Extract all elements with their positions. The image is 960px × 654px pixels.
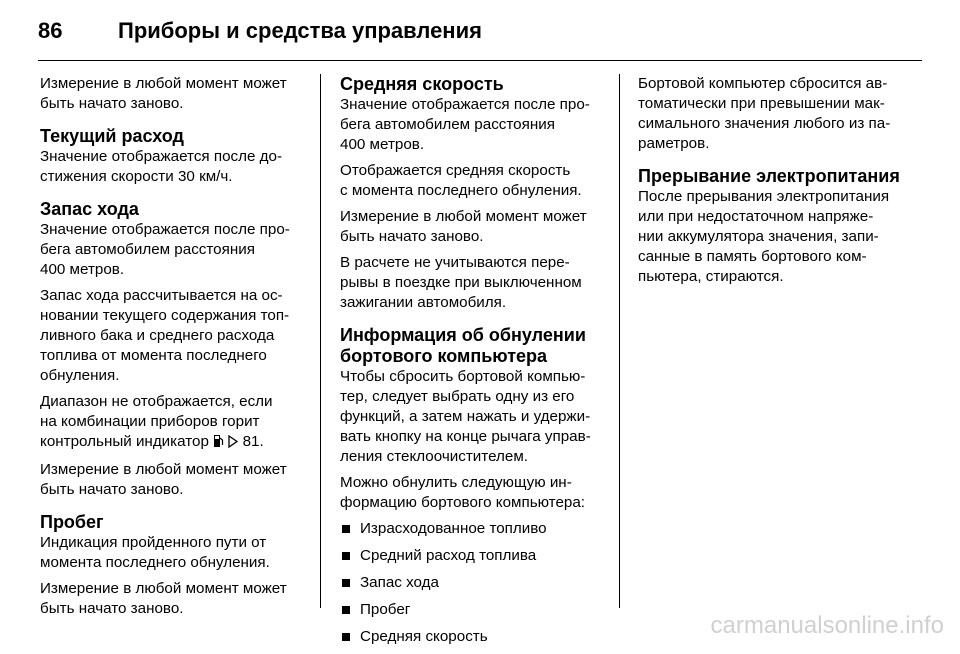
paragraph: Бортовой компьютер сбросится ав- томатически при превышении мак- симального значения любого из па- раметров. bbox=[638, 75, 891, 152]
section-heading-current-consumption: Текущий расход bbox=[40, 126, 184, 146]
fuel-pump-icon bbox=[213, 434, 224, 454]
bullet-icon bbox=[342, 633, 350, 641]
section-heading-power-interruption: Прерывание электропитания bbox=[638, 166, 900, 186]
list-item: Средняя скорость bbox=[340, 627, 602, 647]
paragraph: Измерение в любой момент может быть начато заново. bbox=[40, 461, 287, 498]
chapter-title: Приборы и средства управления bbox=[118, 18, 482, 43]
column-right bbox=[638, 74, 900, 293]
reset-items-list bbox=[340, 519, 602, 647]
paragraph: Чтобы сбросить бортовой компью- тер, следует выбрать одну из его функций, а затем нажать и удержи- вать кнопку на конце рычага управ- ления стеклоочистителем. bbox=[340, 368, 591, 465]
paragraph: Значение отображается после про- бега автомобилем расстояния 400 метров. bbox=[40, 221, 290, 278]
list-item: Пробег bbox=[340, 600, 602, 620]
section-heading-reset-info: Информация об обнулении бортового компьютера bbox=[340, 325, 586, 366]
bullet-icon bbox=[342, 606, 350, 614]
list-item: Средний расход топлива bbox=[340, 546, 602, 566]
paragraph: Индикация пройденного пути от момента последнего обнуления. bbox=[40, 534, 270, 571]
column-left bbox=[40, 74, 302, 625]
paragraph: Значение отображается после до- стижения скорости 30 км/ч. bbox=[40, 148, 283, 185]
column-middle bbox=[340, 74, 602, 654]
paragraph: Отображается средняя скорость с момента последнего обнуления. bbox=[340, 162, 582, 199]
paragraph: Измерение в любой момент может быть начато заново. bbox=[340, 208, 587, 245]
section-heading-range: Запас хода bbox=[40, 199, 139, 219]
column-divider bbox=[320, 74, 321, 608]
list-item: Запас хода bbox=[340, 573, 602, 593]
page-number: 86 bbox=[38, 18, 63, 43]
paragraph: Можно обнулить следующую ин- формацию бортового компьютера: bbox=[340, 474, 586, 511]
paragraph: Запас хода рассчитывается на ос- новании текущего содержания топ- ливного бака и среднего расхода топлива от момента последнего обнуления. bbox=[40, 287, 290, 384]
intro-paragraph: Измерение в любой момент может быть начато заново. bbox=[40, 75, 287, 112]
section-heading-average-speed: Средняя скорость bbox=[340, 74, 504, 94]
paragraph: Значение отображается после про- бега автомобилем расстояния 400 метров. bbox=[340, 96, 590, 153]
page-header bbox=[38, 14, 922, 58]
watermark: carmanualsonline.info bbox=[710, 612, 944, 639]
bullet-icon bbox=[342, 579, 350, 587]
paragraph: Диапазон не отображается, если на комбинации приборов горит контрольный индикатор 81. bbox=[40, 392, 302, 454]
paragraph: В расчете не учитываются пере- рывы в поездке при выключенном зажигании автомобиля. bbox=[340, 254, 582, 311]
header-rule bbox=[38, 60, 922, 61]
bullet-icon bbox=[342, 552, 350, 560]
column-divider bbox=[619, 74, 620, 608]
bullet-icon bbox=[342, 525, 350, 533]
section-heading-trip: Пробег bbox=[40, 512, 104, 532]
paragraph: Измерение в любой момент может быть начато заново. bbox=[40, 580, 287, 617]
paragraph: После прерывания электропитания или при недостаточном напряже- нии аккумулятора значения, запи- санные в память бортового ком- пьютера, стираются. bbox=[638, 188, 890, 285]
page-reference-icon bbox=[228, 434, 238, 454]
list-item: Израсходованное топливо bbox=[340, 519, 602, 539]
